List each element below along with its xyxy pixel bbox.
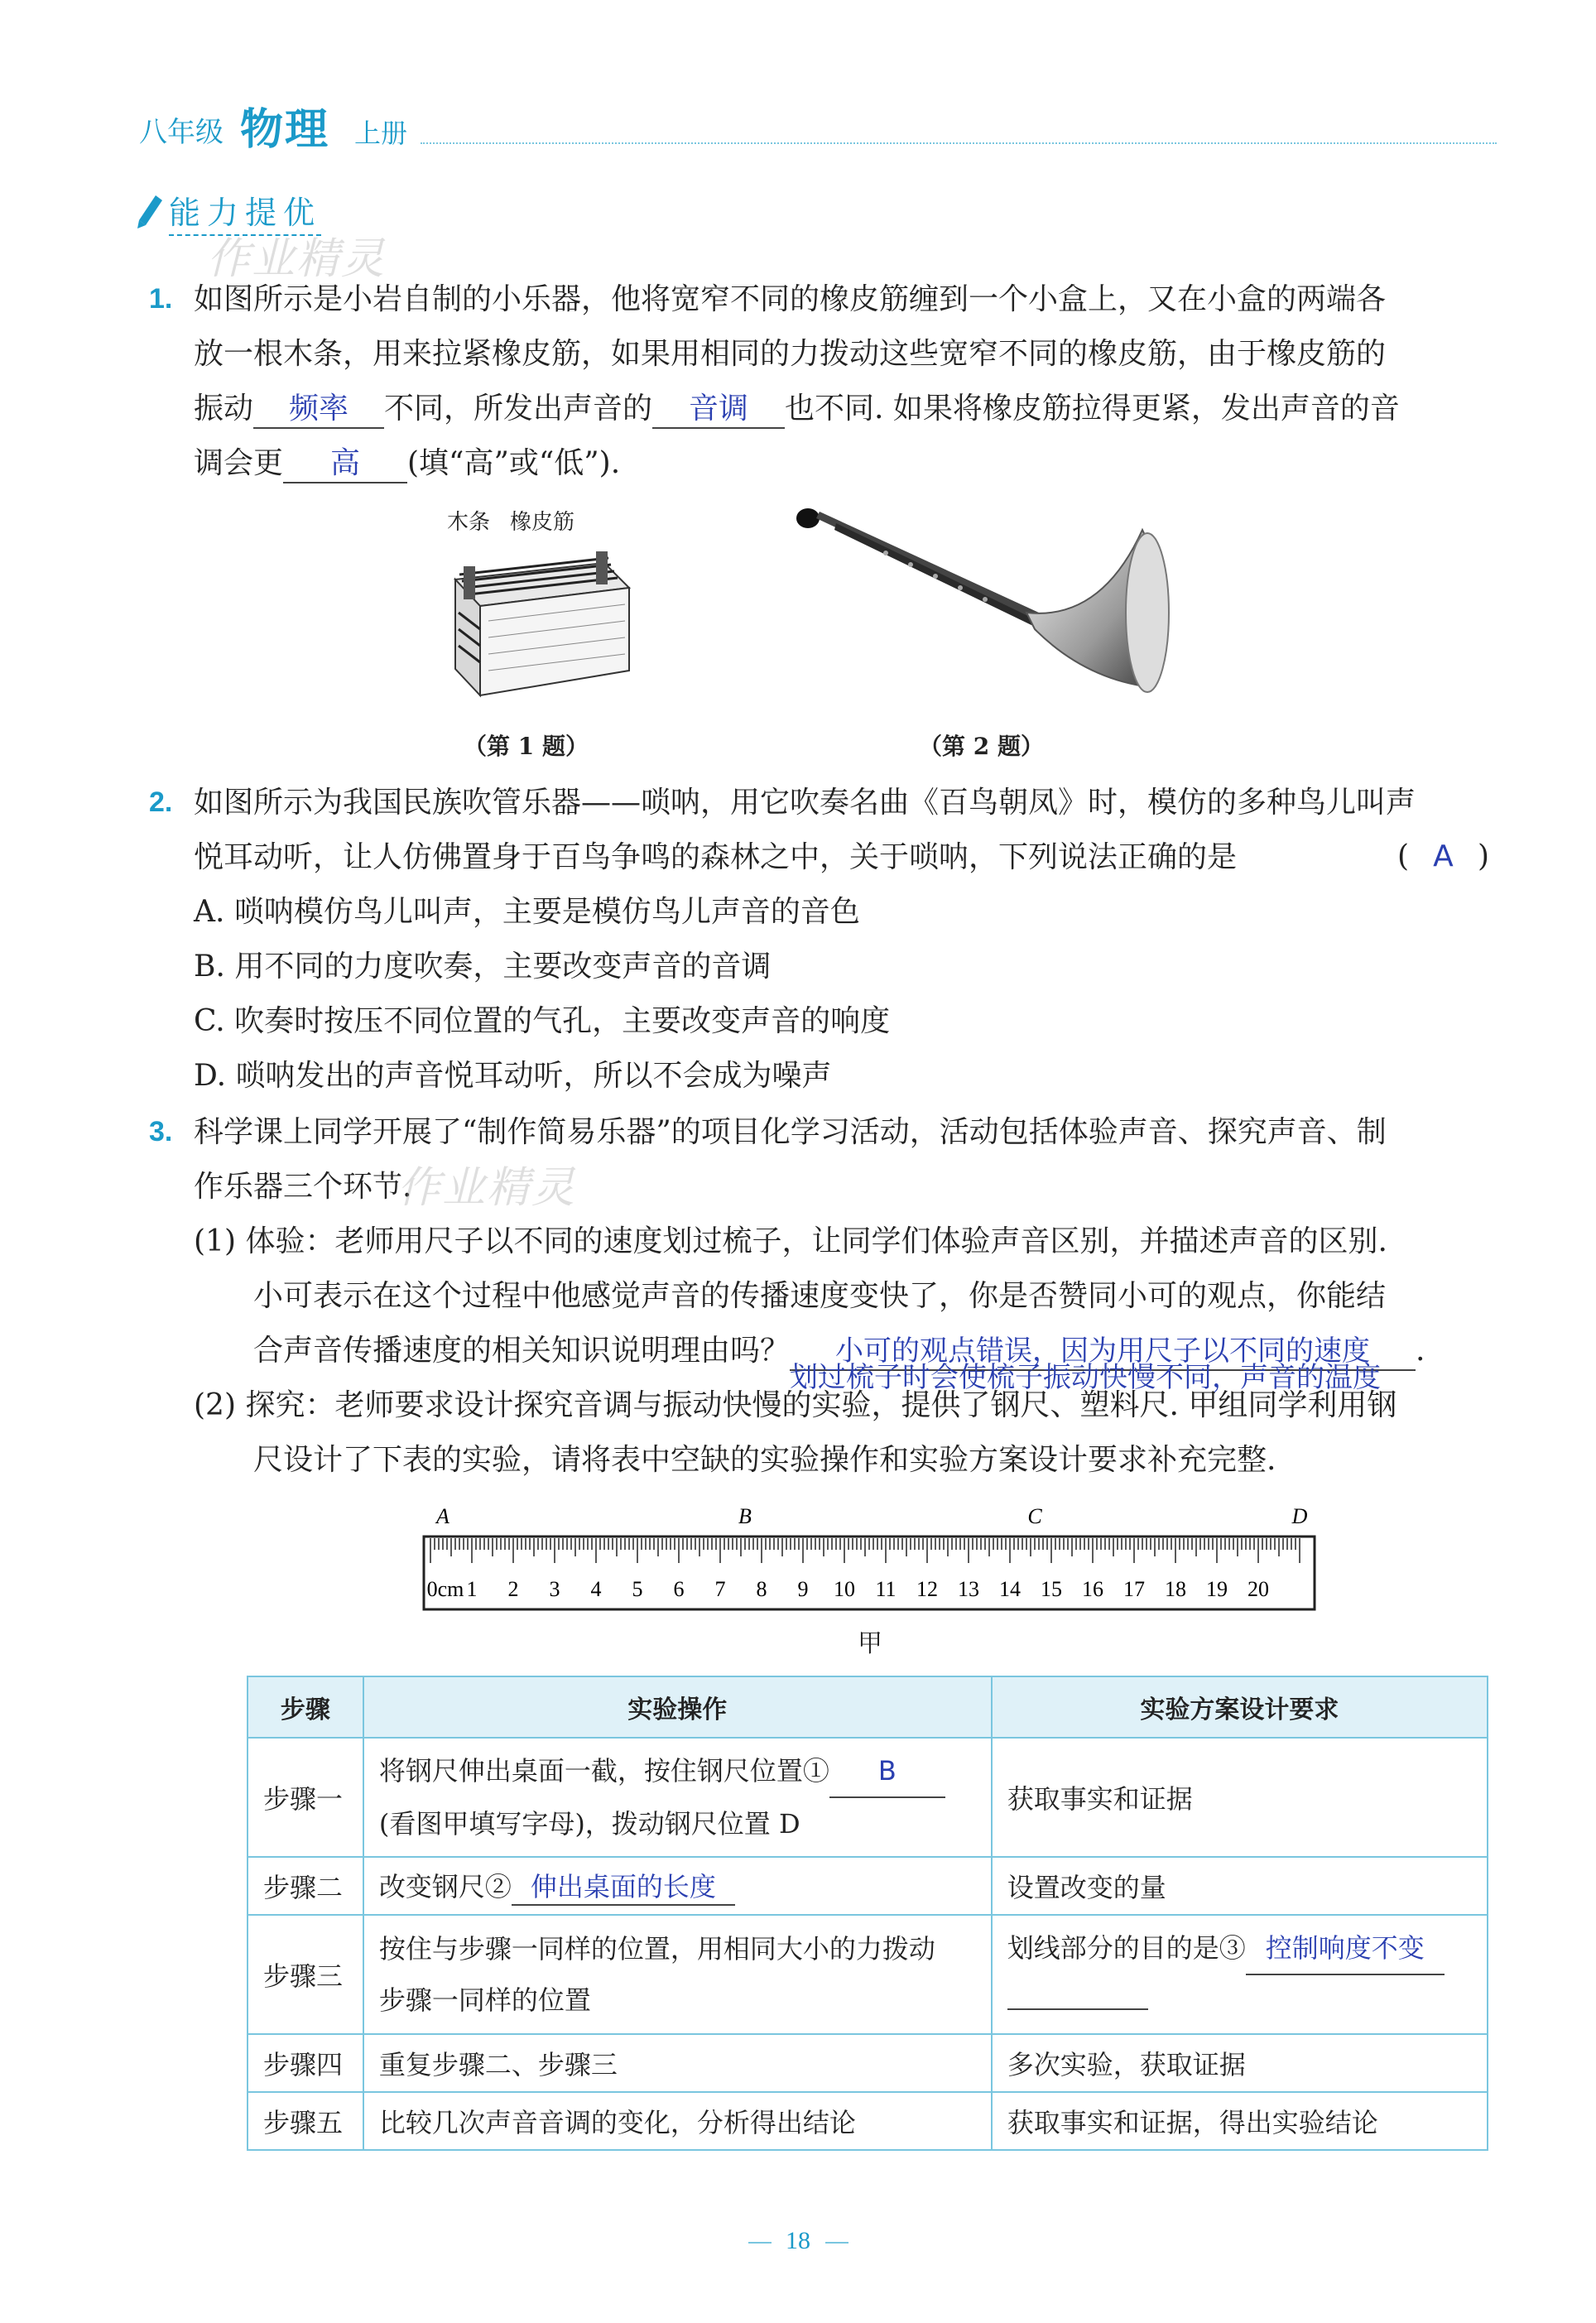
q2-paren-close: ) (1477, 839, 1489, 873)
q2-number: 2. (149, 786, 173, 818)
row4-step: 步骤四 (248, 2034, 363, 2092)
q3-part2-line2: 尺设计了下表的实验，请将表中空缺的实验操作和实验方案设计要求补充完整. (253, 1443, 1276, 1477)
ruler-point-c: C (1027, 1504, 1042, 1528)
ruler-tick-label: 14 (999, 1577, 1021, 1601)
row3-step: 步骤三 (248, 1915, 363, 2034)
row2-answer: 伸出桌面的长度 (530, 1871, 716, 1902)
ruler-tick-label: 18 (1165, 1577, 1186, 1601)
q3-part2-line1: (2) 探究：老师要求设计探究音调与振动快慢的实验，提供了钢尺、塑料尺. 甲组同学利用钢 (194, 1388, 1397, 1422)
q1-text-a: 振动 (194, 392, 254, 426)
fig2-caption: （第 2 题） (919, 733, 1044, 760)
q1-line3 (194, 391, 1400, 429)
watermark-1: 作业精灵 (207, 234, 387, 284)
q1-answer-2: 音调 (689, 392, 749, 426)
row5-step: 步骤五 (248, 2092, 363, 2150)
section-title: 能力提优 (169, 187, 321, 236)
q3-number: 3. (149, 1116, 173, 1147)
q2-option-a[interactable]: A. 唢呐模仿鸟儿叫声，主要是模仿鸟儿声音的音色 (194, 895, 860, 929)
table-row (248, 2034, 1488, 2092)
ruler (414, 1498, 1324, 1623)
q3-part1-question: 合声音传播速度的相关知识说明理由吗？ (253, 1334, 791, 1368)
row1-blank[interactable] (829, 1745, 945, 1798)
ruler-tick-label: 16 (1082, 1577, 1103, 1601)
watermark-2: 作业精灵 (397, 1163, 577, 1213)
row3-req-a: 划线部分的目的是③ (1007, 1932, 1246, 1964)
q1-text-d: 调会更 (194, 446, 284, 480)
row3-blank-continued[interactable] (1007, 1984, 1148, 2010)
ruler-point-b: B (738, 1504, 752, 1528)
ruler-figure (414, 1498, 1324, 1664)
row5-operation: 比较几次声音音调的变化，分析得出结论 (363, 2092, 992, 2150)
q1-answer-3: 高 (330, 446, 361, 480)
q1-number: 1. (149, 283, 173, 315)
table-header-row (248, 1676, 1488, 1738)
row2-operation (363, 1857, 992, 1915)
q2-line1: 如图所示为我国民族吹管乐器——唢呐，用它吹奏名曲《百鸟朝凤》时，模仿的多种鸟儿叫声 (194, 786, 1416, 820)
ruler-tick-label: 7 (714, 1577, 726, 1601)
header-subject: 物理 (240, 105, 330, 155)
q1-text-e: (填“高”或“低”). (407, 446, 621, 480)
row1-answer: B (877, 1755, 897, 1787)
table-row (248, 1915, 1488, 2034)
table-row (248, 2092, 1488, 2150)
q1-blank-1[interactable] (253, 391, 384, 429)
ruler-tick-label: 6 (673, 1577, 685, 1601)
q3-line1: 科学课上同学开展了“制作简易乐器”的项目化学习活动，活动包括体验声音、探究声音、制 (194, 1115, 1387, 1149)
header-volume: 上册 (354, 118, 408, 149)
row1-op-b: (看图甲填写字母)，拨动钢尺位置 D (378, 1808, 800, 1840)
header-requirement: 实验方案设计要求 (992, 1676, 1488, 1738)
ruler-tick-label: 4 (590, 1577, 602, 1601)
q1-blank-3[interactable] (283, 445, 407, 483)
ruler-point-d: D (1291, 1504, 1308, 1528)
ruler-tick-label: 19 (1206, 1577, 1228, 1601)
ruler-tick-label: 10 (834, 1577, 855, 1601)
q1-answer-1: 频率 (289, 392, 349, 426)
q1-text-b: 不同，所发出声音的 (384, 392, 653, 426)
ruler-tick-label: 15 (1041, 1577, 1062, 1601)
q2-paren-open: ( (1397, 839, 1410, 873)
ruler-tick-label: 3 (549, 1577, 560, 1601)
ruler-tick-label: 2 (507, 1577, 519, 1601)
ruler-tick-label: 1 (466, 1577, 478, 1601)
suona-image (786, 497, 1184, 712)
row5-requirement: 获取事实和证据，得出实验结论 (992, 2092, 1488, 2150)
ruler-point-a: A (436, 1504, 449, 1528)
footer-dash-left (748, 2242, 772, 2244)
experiment-table (247, 1676, 1488, 2151)
row3-answer: 控制响度不变 (1265, 1932, 1425, 1964)
q3-part1-line1: (1) 体验：老师用尺子以不同的速度划过梳子，让同学们体验声音区别，并描述声音的区别. (194, 1224, 1387, 1258)
page-number: 18 (786, 2227, 810, 2254)
q2-answer[interactable]: A (1433, 839, 1454, 873)
ruler-tick-label: 12 (916, 1577, 938, 1601)
pencil-icon (134, 190, 167, 230)
fig1-label-rubber: 橡皮筋 (510, 510, 575, 535)
header-step: 步骤 (248, 1676, 363, 1738)
q3-part1-line3 (253, 1333, 1425, 1394)
q1-line1: 如图所示是小岩自制的小乐器，他将宽窄不同的橡皮筋缠到一个小盒上，又在小盒的两端各 (194, 282, 1387, 316)
row3-op-b: 步骤一同样的位置 (378, 1984, 591, 2016)
row3-operation (363, 1915, 992, 2034)
figure-1 (439, 497, 637, 712)
q2-option-b[interactable]: B. 用不同的力度吹奏，主要改变声音的音调 (194, 950, 772, 984)
q2-option-d[interactable]: D. 唢呐发出的声音悦耳动听，所以不会成为噪声 (194, 1059, 832, 1093)
q2-answer-bracket (1397, 839, 1489, 873)
ruler-tick-label: 11 (875, 1577, 897, 1601)
header-operation: 实验操作 (363, 1676, 992, 1738)
q2-option-c[interactable]: C. 吹奏时按压不同位置的气孔，主要改变声音的响度 (194, 1004, 891, 1038)
row1-requirement: 获取事实和证据 (992, 1738, 1488, 1857)
q3-part1-answer: 小可的观点错误，因为用尺子以不同的速度 (835, 1335, 1371, 1368)
q3-part1-blank[interactable] (790, 1333, 1416, 1394)
fig1-label-wood: 木条 (447, 510, 491, 535)
ruler-tick-label: 9 (797, 1577, 809, 1601)
q1-blank-2[interactable] (652, 391, 785, 429)
table-row (248, 1857, 1488, 1915)
row4-requirement: 多次实验，获取证据 (992, 2034, 1488, 2092)
ruler-unit-label: 0cm (426, 1577, 464, 1601)
row1-step: 步骤一 (248, 1738, 363, 1857)
row1-op-a: 将钢尺伸出桌面一截，按住钢尺位置① (378, 1755, 829, 1787)
row2-step: 步骤二 (248, 1857, 363, 1915)
ruler-tick-label: 8 (756, 1577, 767, 1601)
row2-op-a: 改变钢尺② (378, 1871, 512, 1902)
footer-dash-right (825, 2242, 848, 2244)
q3-part1-period: . (1416, 1334, 1425, 1368)
q1-text-c: 也不同. 如果将橡皮筋拉得更紧，发出声音的音 (785, 392, 1400, 426)
page-footer (745, 2227, 851, 2255)
ruler-tick-label: 13 (958, 1577, 979, 1601)
row3-requirement (992, 1915, 1488, 2034)
q3-part1-answer-cut: 划过梳子时会使梳子振动快慢不同，声音的温度 (790, 1361, 1382, 1394)
q3-line2: 作乐器三个环节. (194, 1170, 412, 1204)
header-grade: 八年级 (139, 116, 224, 149)
row2-requirement: 设置改变的量 (992, 1857, 1488, 1915)
row3-op-a: 按住与步骤一同样的位置，用相同大小的力拨动 (378, 1933, 935, 1965)
q3-part1-line2: 小可表示在这个过程中他感觉声音的传播速度变快了，你是否赞同小可的观点，你能结 (253, 1279, 1387, 1313)
rubber-band-box-image (439, 530, 637, 712)
row4-operation: 重复步骤二、步骤三 (363, 2034, 992, 2092)
table-row (248, 1738, 1488, 1857)
ruler-tick-label: 17 (1123, 1577, 1145, 1601)
q1-line2: 放一根木条，用来拉紧橡皮筋，如果用相同的力拨动这些宽窄不同的橡皮筋，由于橡皮筋的 (194, 337, 1387, 371)
ruler-tick-label: 20 (1247, 1577, 1269, 1601)
fig1-caption: （第 1 题） (464, 733, 589, 760)
ruler-caption: 甲 (858, 1629, 882, 1658)
row1-operation (363, 1738, 992, 1857)
row3-blank[interactable] (1246, 1922, 1445, 1975)
q1-line4 (194, 445, 620, 483)
header-rule (421, 142, 1497, 144)
page-header (139, 99, 1497, 155)
q2-line2: 悦耳动听，让人仿佛置身于百鸟争鸣的森林之中，关于唢呐，下列说法正确的是 (194, 840, 1238, 874)
row2-blank[interactable] (512, 1866, 735, 1906)
ruler-tick-label: 5 (632, 1577, 643, 1601)
